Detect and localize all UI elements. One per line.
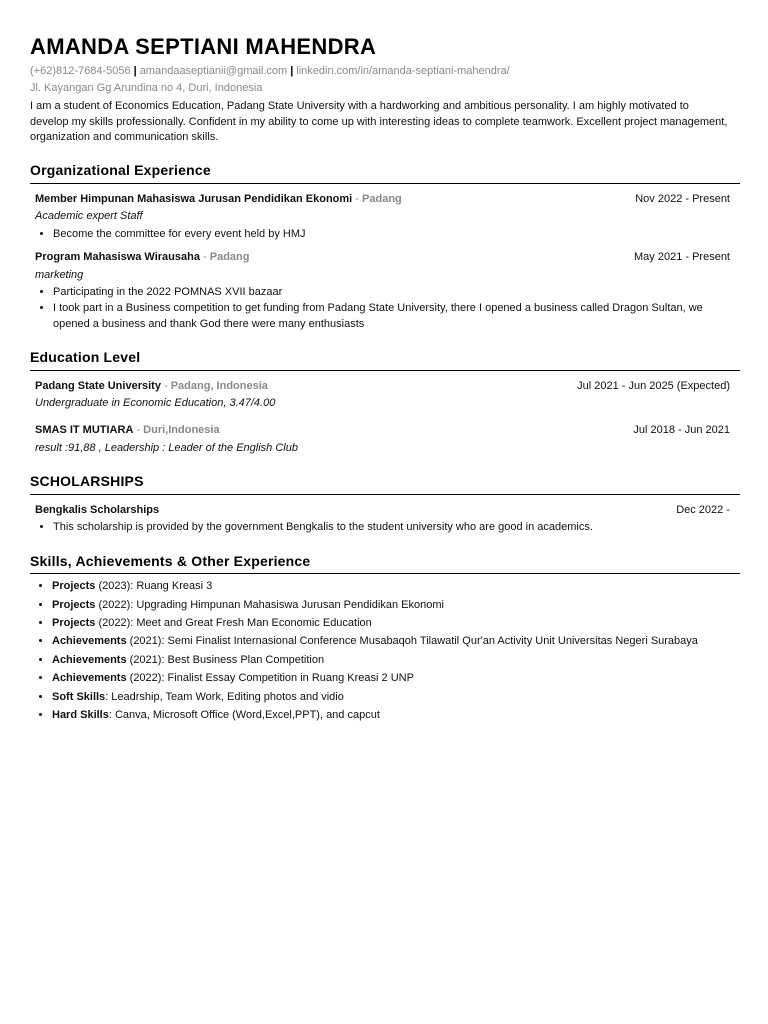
address: Jl. Kayangan Gg Arundina no 4, Duri, Indonesia (30, 81, 263, 94)
location: Padang (209, 251, 250, 264)
list-item (52, 598, 740, 613)
item-text: (2022): Meet and Great Fresh Man Economic Education (95, 616, 372, 629)
list-item: • Participating in the 2022 POMNAS XVII bazaar (53, 285, 740, 300)
summary: I am a student of Economics Education, Padang State University with a hardworking and ambitious personality. I am highly motivated to develop my skills professionally. Confident in my ability to come up with interesting ideas to complete teamwork. Excellent project management, organization and communication skills. (30, 100, 728, 143)
section-skills (30, 552, 740, 724)
skills-list (30, 579, 740, 723)
section-organizational-experience (30, 161, 740, 332)
role-name: Program Mahasiswa Wirausaha (35, 251, 200, 264)
item-text: (2021): Best Business Plan Competition (126, 653, 325, 666)
education-entry (30, 379, 740, 412)
section-title: Education Level (30, 348, 740, 371)
entry-date: Dec 2022 - (676, 503, 730, 516)
entry-detail: Undergraduate in Economic Education, 3.47/4.00 (35, 397, 276, 410)
experience-entry (30, 192, 740, 242)
list-item: • I took part in a Business competition to get funding from Padang State University, there I opened a business called Dragon Sultan, we opened a business and thank God there were many enthusiasts (53, 301, 740, 332)
entry-subtitle: marketing (35, 268, 84, 281)
title-dash: - (133, 424, 144, 437)
entry-subtitle: Academic expert Staff (35, 210, 143, 223)
contact-separator: | (290, 65, 294, 78)
section-education (30, 348, 740, 456)
entry-detail: result :91,88 , Leadership : Leader of the English Club (35, 441, 298, 454)
school-name: Padang State University (35, 379, 161, 392)
entry-date: May 2021 - Present (634, 251, 730, 264)
list-item (52, 653, 740, 668)
list-item (52, 708, 740, 723)
phone-number: (+62)812-7684-5056 (30, 65, 131, 78)
item-label: Projects (52, 598, 96, 611)
item-label: Projects (52, 580, 96, 593)
entry-title (35, 379, 268, 394)
item-text: (2023): Ruang Kreasi 3 (95, 580, 213, 593)
email-link[interactable]: amandaaseptianii@gmail.com (139, 65, 288, 78)
scholarship-entry (30, 503, 740, 536)
location: Padang, Indonesia (170, 379, 268, 392)
title-dash: - (160, 379, 171, 392)
list-item (52, 579, 740, 594)
candidate-name: AMANDA SEPTIANI MAHENDRA (30, 34, 377, 59)
title-dash: - (199, 251, 210, 264)
contact-separator: | (133, 65, 137, 78)
entry-title (35, 192, 402, 207)
location: Duri,Indonesia (143, 424, 220, 437)
item-text: (2022): Finalist Essay Competition in Ruang Kreasi 2 UNP (126, 672, 414, 685)
list-item (52, 671, 740, 686)
list-item: • Become the committee for every event held by HMJ (53, 227, 740, 242)
bullet-list (35, 520, 740, 535)
item-text: (2022): Upgrading Himpunan Mahasiswa Jurusan Pendidikan Ekonomi (95, 598, 444, 611)
list-item (52, 616, 740, 631)
title-dash: - (352, 192, 363, 205)
location: Padang (362, 192, 402, 205)
entry-date: Jul 2018 - Jun 2021 (633, 424, 730, 437)
section-title: SCHOLARSHIPS (30, 472, 740, 495)
contact-line (30, 64, 740, 79)
section-title: Skills, Achievements & Other Experience (30, 552, 740, 575)
list-item (52, 634, 740, 649)
item-label: Hard Skills (52, 708, 109, 721)
school-name: SMAS IT MUTIARA (35, 424, 134, 437)
item-label: Projects (52, 616, 96, 629)
list-item: • This scholarship is provided by the government Bengkalis to the student university who are good in academics. (53, 520, 740, 535)
bullet-list (35, 285, 740, 332)
section-scholarships (30, 472, 740, 535)
list-item (52, 690, 740, 705)
item-text: : Leadrship, Team Work, Editing photos and vidio (105, 690, 344, 703)
entry-date: Jul 2021 - Jun 2025 (Expected) (577, 379, 730, 392)
item-text: : Canva, Microsoft Office (Word,Excel,PPT), and capcut (108, 708, 380, 721)
entry-title (35, 250, 249, 265)
linkedin-link[interactable]: linkedin.com/in/amanda-septiani-mahendra/ (296, 65, 510, 78)
entry-date: Nov 2022 - Present (635, 192, 730, 205)
education-entry (30, 423, 740, 456)
item-label: Achievements (52, 672, 127, 685)
item-label: Achievements (52, 653, 127, 666)
experience-entry (30, 250, 740, 332)
item-label: Achievements (52, 635, 127, 648)
bullet-list (35, 227, 740, 242)
item-label: Soft Skills (52, 690, 106, 703)
role-name: Member Himpunan Mahasiswa Jurusan Pendidikan Ekonomi (35, 192, 353, 205)
entry-title (35, 423, 220, 438)
item-text: (2021): Semi Finalist Internasional Conference Musabaqoh Tilawatil Qur'an Activity Unit Universitas Negeri Surabaya (126, 635, 698, 648)
scholarship-name: Bengkalis Scholarships (35, 503, 160, 516)
section-title: Organizational Experience (30, 161, 740, 184)
